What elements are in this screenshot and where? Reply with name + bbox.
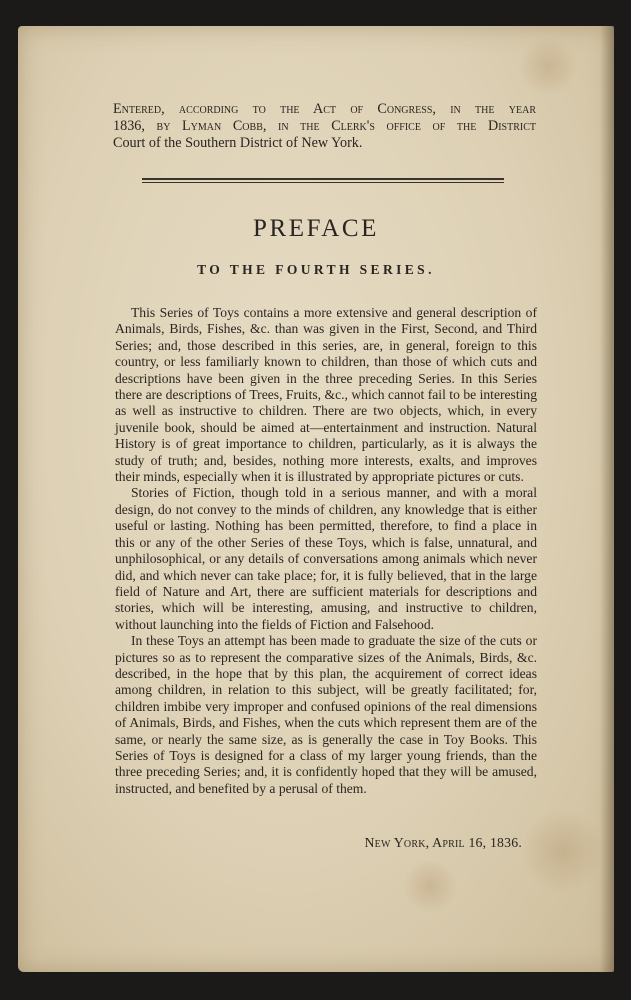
copyright-line: Entered, according to the Act of Congress, in the year (113, 101, 536, 117)
copyright-notice (113, 101, 536, 152)
preface-body (115, 305, 537, 797)
book-page (18, 26, 614, 972)
paper-stain (518, 36, 578, 96)
preface-subtitle: TO THE FOURTH SERIES. (197, 262, 435, 277)
preface-paragraph: In these Toys an attempt has been made to graduate the size of the cuts or pictures so as to represent the comparative sizes of the Animals, Birds, &c. described, in the hope that by this plan, the acquirement of correct ideas among children, in relation to this subject, will be greatly facilitated; for, children imbibe very improper and confused opinions of the real dimensions of Animals, Birds, and Fishes, when the cuts which represent them are of the same, or nearly the same size, as is generally the case in Toy Books. This Series of Toys is designed for a class of my larger young friends, than the three preceding Series; and, it is confidently hoped that they will be amused, instructed, and benefited by a perusal of them. (115, 633, 537, 796)
paper-stain (523, 806, 603, 896)
preface-title: PREFACE (252, 215, 380, 242)
page-gutter-shadow (600, 26, 614, 972)
copyright-line: Court of the Southern District of New York. (113, 135, 363, 151)
copyright-line: 1836, by Lyman Cobb, in the Clerk's office of the District (113, 118, 536, 134)
preface-paragraph: Stories of Fiction, though told in a serious manner, and with a moral design, do not convey to the minds of children, any knowledge that is either useful or lasting. Nothing has been permitted, therefore, to find a place in this or any of the other Series of these Toys, which is false, unnatural, and unphilosophical, or any details of conversations among animals which never did, and which never can take place; for, it is fully believed, that in the large field of Nature and Art, there are sufficient materials for descriptions and stories, which will be interesting, amusing, and instructive to children, without launching into the fields of Fiction and Falsehood. (115, 485, 537, 632)
preface-paragraph: This Series of Toys contains a more extensive and general description of Animals, Birds, Fishes, &c. than was given in the First, Second, and Third Series; and, those described in this series, are, in general, foreign to this country, or less familiarly known to children, than those of which cuts and descriptions have been given in the three preceding Series. In this Series there are descriptions of Trees, Fruits, &c., which cannot fail to be interesting as well as instructive to children. There are two objects, which, in every juvenile book, should be aimed at—entertainment and instruction. Natural History is of great importance to children, particularly, as it is always the study of truth; and, besides, nothing more interests, exalts, and improves their minds, especially when it is illustrated by appropriate pictures or cuts. (115, 305, 537, 485)
signature-dateline: New York, April 16, 1836. (364, 835, 522, 850)
paper-stain (400, 861, 460, 911)
divider-rule (142, 178, 504, 183)
